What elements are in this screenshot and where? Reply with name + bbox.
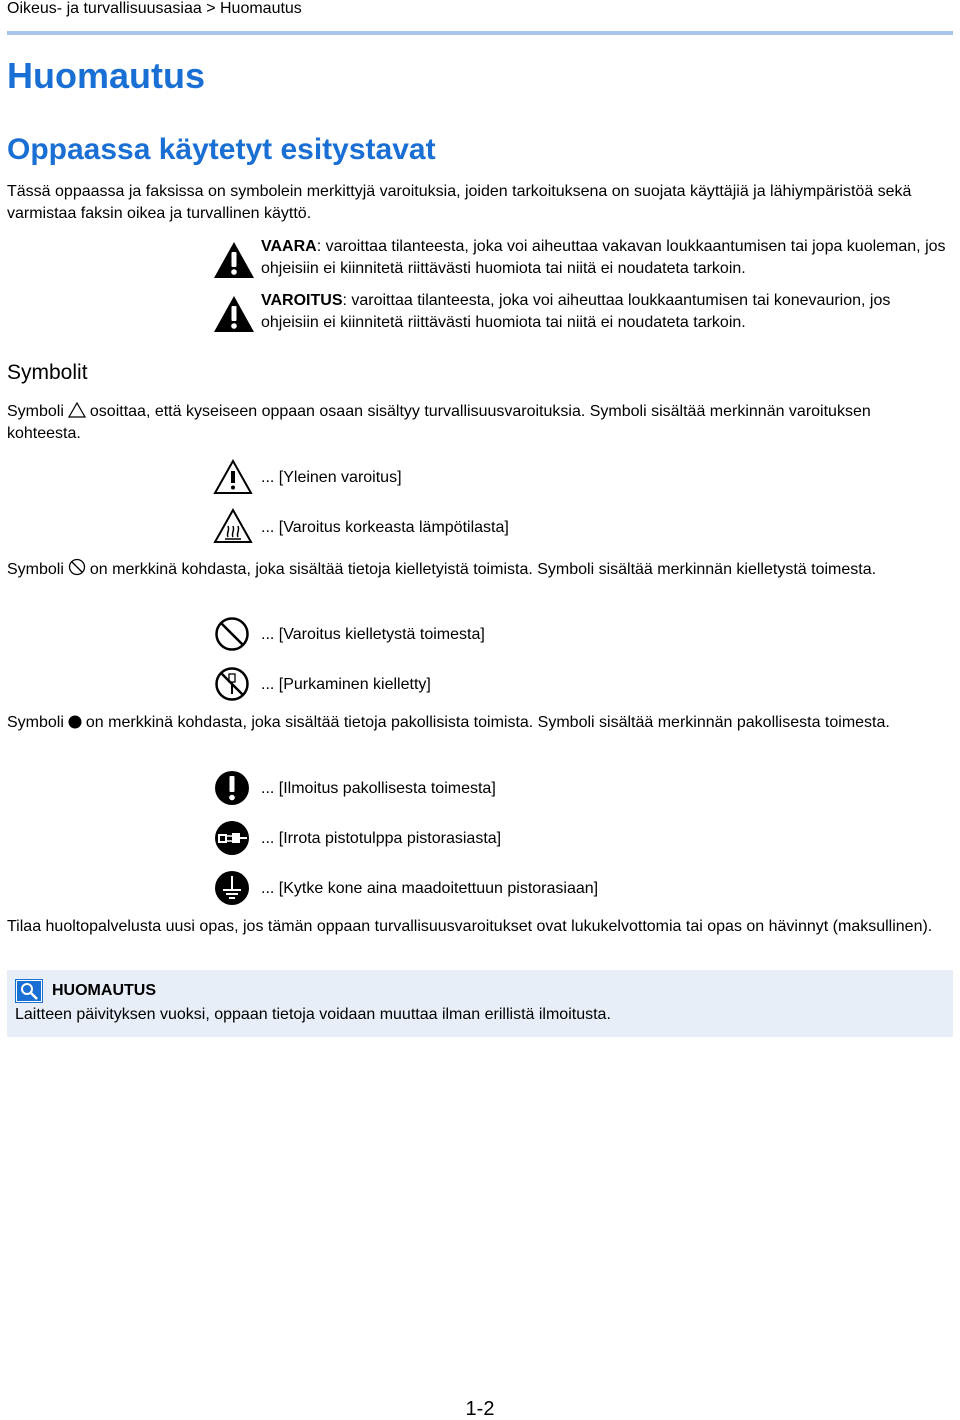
section-title: Oppaassa käytetyt esitystavat <box>7 133 436 166</box>
high-temperature-warning-icon <box>213 508 253 544</box>
prohibited-description: on merkkinä kohdasta, joka sisältää tietoja kielletyistä toimista. Symboli sisältää merkinnän kielletystä toimesta. <box>89 561 877 578</box>
prohibited-prefix: Symboli <box>7 561 64 578</box>
header-divider <box>7 31 953 35</box>
triangle-description: osoittaa, että kyseiseen oppaan osaan sisältyy turvallisuusvaroituksia. Symboli sisältää merkinnän varoituksen kohteesta. <box>7 403 871 442</box>
note-body: Laitteen päivityksen vuoksi, oppaan tietoja voidaan muuttaa ilman erillistä ilmoitusta. <box>15 1006 611 1023</box>
caution-description: : varoittaa tilanteesta, joka voi aiheuttaa loukkaantumisen tai konevaurion, jos ohjeisiin ei kiinnitetä riittävästi huomiota tai niitä ei noudateta tarkoin. <box>261 292 891 331</box>
danger-label: VAARA <box>261 238 317 255</box>
caution-warning-text <box>261 290 951 334</box>
danger-description: : varoittaa tilanteesta, joka voi aiheuttaa vakavan loukkaantumisen tai jopa kuoleman, jos ohjeisiin ei kiinnitetä riittävästi huomiota tai niitä ei noudateta tarkoin. <box>261 238 946 277</box>
mandatory-prefix: Symboli <box>7 714 64 731</box>
mandatory-symbol-paragraph <box>7 712 937 734</box>
warning-triangle-outline-icon <box>68 402 86 418</box>
mandatory-action-label: ... [Ilmoitus pakollisesta toimesta] <box>261 780 496 797</box>
page-title: Huomautus <box>7 55 205 96</box>
triangle-symbol-paragraph <box>7 401 937 445</box>
page-number: 1-2 <box>465 1398 495 1420</box>
general-warning-icon <box>213 459 253 495</box>
ground-icon <box>214 870 250 906</box>
danger-triangle-icon <box>212 240 256 280</box>
note-title: HUOMAUTUS <box>52 982 156 999</box>
danger-warning-text <box>261 236 951 280</box>
triangle-prefix: Symboli <box>7 403 64 420</box>
high-temperature-label: ... [Varoitus korkeasta lämpötilasta] <box>261 519 509 536</box>
symbols-heading: Symbolit <box>7 361 88 384</box>
disassembly-prohibited-icon <box>214 666 250 702</box>
warning-triangle-icon <box>212 294 256 334</box>
mandatory-dot-icon <box>68 715 82 729</box>
mandatory-description: on merkkinä kohdasta, joka sisältää tietoja pakollisista toimista. Symboli sisältää merkinnän pakollisesta toimesta. <box>85 714 890 731</box>
prohibited-action-label: ... [Varoitus kielletystä toimesta] <box>261 626 485 643</box>
note-magnifier-icon <box>15 979 43 1003</box>
caution-label: VAROITUS <box>261 292 343 309</box>
prohibited-outline-icon <box>68 558 86 576</box>
mandatory-action-icon <box>214 770 250 806</box>
ground-label: ... [Kytke kone aina maadoitettuun pistorasiaan] <box>261 880 599 897</box>
breadcrumb: Oikeus- ja turvallisuusasiaa > Huomautus <box>7 0 302 17</box>
disassembly-prohibited-label: ... [Purkaminen kielletty] <box>261 676 431 693</box>
unplug-label: ... [Irrota pistotulppa pistorasiasta] <box>261 830 502 847</box>
general-warning-label: ... [Yleinen varoitus] <box>261 469 402 486</box>
unplug-icon <box>214 820 250 856</box>
intro-paragraph: Tässä oppaassa ja faksissa on symbolein merkittyjä varoituksia, joiden tarkoituksena on suojata käyttäjiä ja lähiympäristöä sekä varmistaa faksin oikea ja turvallinen käyttö. <box>7 183 912 222</box>
prohibited-action-icon <box>214 616 250 652</box>
prohibited-symbol-paragraph <box>7 558 937 581</box>
order-note-paragraph: Tilaa huoltopalvelusta uusi opas, jos tämän oppaan turvallisuusvaroitukset ovat lukukelvottomia tai opas on hävinnyt (maksullinen). <box>7 918 933 935</box>
